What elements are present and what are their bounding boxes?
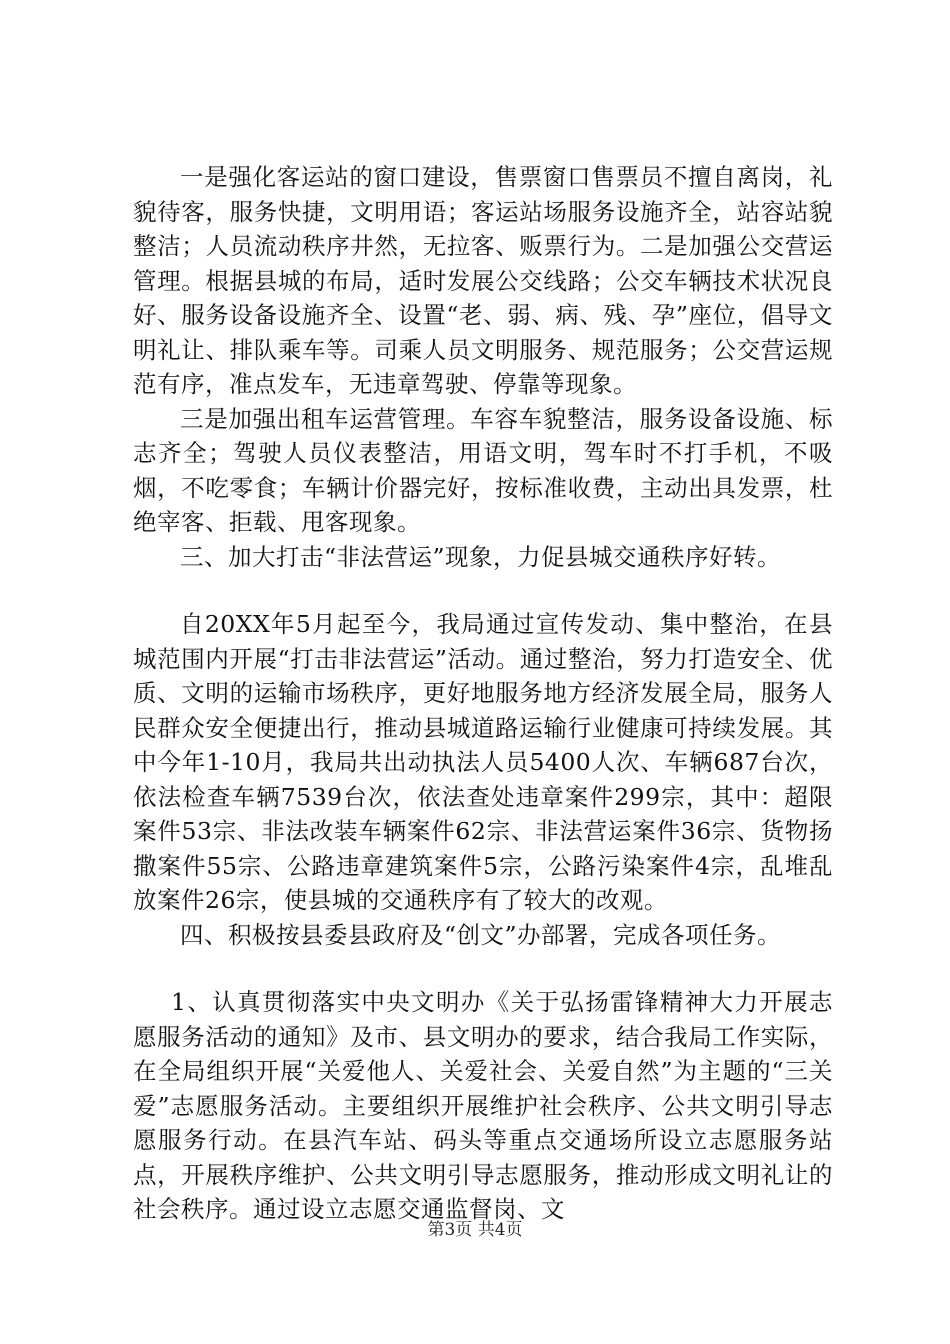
page-number-footer: 第3页 共4页 xyxy=(427,1220,523,1240)
section-heading-illegal-operation: 三、加大打击“非法营运”现象，力促县城交通秩序好转。 xyxy=(180,542,782,571)
section-heading-tasks: 四、积极按县委县政府及“创文”办部署，完成各项任务。 xyxy=(180,920,782,949)
paragraph-taxi-management: 三是加强出租车运营管理。车容车貌整洁，服务设备设施、标志齐全；驾驶人员仪表整洁，用语文明，驾车时不打手机，不吸烟，不吃零食；车辆计价器完好，按标准收费，主动出具发票，杜绝宰客、拒载、甩客现象。 xyxy=(133,404,833,536)
paragraph-volunteer-service: 1、认真贯彻落实中央文明办《关于弘扬雷锋精神大力开展志愿服务活动的通知》及市、县文明办的要求，结合我局工作实际，在全局组织开展“关爱他人、关爱社会、关爱自然”为主题的“三关爱”志愿服务活动。主要组织开展维护社会秩序、公共文明引导志愿服务行动。在县汽车站、码头等重点交通场所设立志愿服务站点，开展秩序维护、公共文明引导志愿服务，推动形成文明礼让的社会秩序。通过设立志愿交通监督岗、文 xyxy=(133,988,833,1223)
paragraph-enforcement-results: 自20XX年5月起至今，我局通过宣传发动、集中整治，在县城范围内开展“打击非法营运”活动。通过整治，努力打造安全、优质、文明的运输市场秩序，更好地服务地方经济发展全局，服务人民群众安全便捷出行，推动县城道路运输行业健康可持续发展。其中今年1-10月，我局共出动执法人员5400人次、车辆687台次，依法检查车辆7539台次，依法查处违章案件299宗，其中：超限案件53宗、非法改装车辆案件62宗、非法营运案件36宗、货物扬撒案件55宗、公路违章建筑案件5宗，公路污染案件4宗，乱堆乱放案件26宗，使县城的交通秩序有了较大的改观。 xyxy=(133,610,833,914)
paragraph-ticketing-and-bus: 一是强化客运站的窗口建设，售票窗口售票员不擅自离岗，礼貌待客，服务快捷，文明用语；客运站场服务设施齐全，站容站貌整洁；人员流动秩序井然，无拉客、贩票行为。二是加强公交营运管理。根据县城的布局，适时发展公交线路；公交车辆技术状况良好、服务设备设施齐全、设置“老、弱、病、残、孕”座位，倡导文明礼让、排队乘车等。司乘人员文明服务、规范服务；公交营运规范有序，准点发车，无违章驾驶、停靠等现象。 xyxy=(133,163,833,398)
document-body xyxy=(133,160,833,1227)
